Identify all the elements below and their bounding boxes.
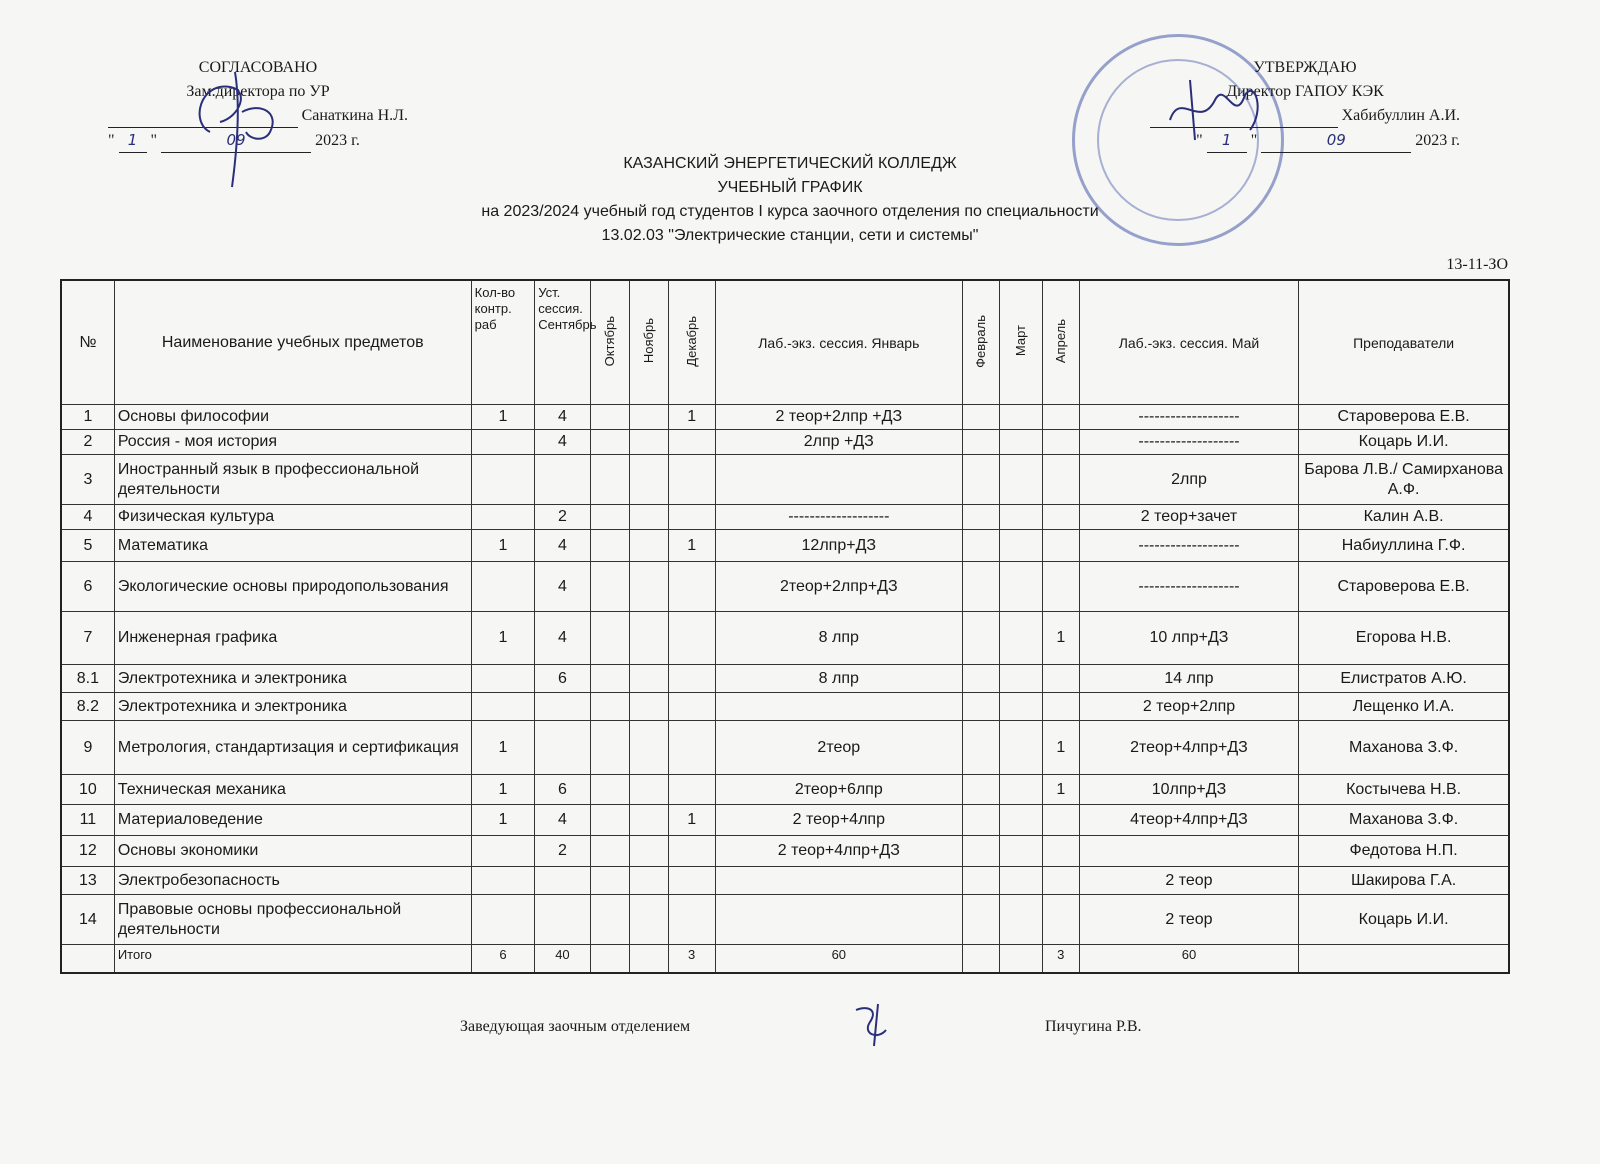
cell-may: 2 теор xyxy=(1079,867,1298,895)
cell-apr: 1 xyxy=(1042,721,1079,775)
cell-sep: 4 xyxy=(535,562,590,612)
cell-subject: Электротехника и электроника xyxy=(114,665,471,693)
cell-subject: Основы экономики xyxy=(114,836,471,867)
cell-subject: Метрология, стандартизация и сертификация xyxy=(114,721,471,775)
cell-teacher: Набиуллина Г.Ф. xyxy=(1299,530,1509,562)
cell-may: 10 лпр+ДЗ xyxy=(1079,612,1298,665)
cell-teacher: Староверова Е.В. xyxy=(1299,405,1509,430)
cell-jan: 2 теор+2лпр +ДЗ xyxy=(715,405,962,430)
cell-oct xyxy=(590,836,629,867)
cell-jan xyxy=(715,867,962,895)
cell-apr xyxy=(1042,805,1079,836)
cell-dec: 1 xyxy=(668,530,715,562)
header-november: Ноябрь xyxy=(629,280,668,405)
cell-tests xyxy=(471,505,535,530)
cell-nov xyxy=(629,430,668,455)
cell-num: 7 xyxy=(61,612,114,665)
cell-teacher: Шакирова Г.А. xyxy=(1299,867,1509,895)
cell-oct xyxy=(590,612,629,665)
footer-position: Заведующая заочным отделением xyxy=(460,1018,691,1035)
cell-feb xyxy=(962,530,999,562)
cell-nov xyxy=(629,721,668,775)
cell-teacher: Лещенко И.А. xyxy=(1299,693,1509,721)
cell-may: 2 теор+2лпр xyxy=(1079,693,1298,721)
cell-mar xyxy=(999,721,1042,775)
total-dec: 3 xyxy=(668,945,715,973)
cell-teacher: Федотова Н.П. xyxy=(1299,836,1509,867)
cell-sep: 2 xyxy=(535,505,590,530)
cell-may: 4теор+4лпр+ДЗ xyxy=(1079,805,1298,836)
cell-dec xyxy=(668,455,715,505)
cell-may: ------------------- xyxy=(1079,562,1298,612)
cell-mar xyxy=(999,405,1042,430)
cell-may: 2 теор+зачет xyxy=(1079,505,1298,530)
cell-feb xyxy=(962,867,999,895)
cell-apr xyxy=(1042,895,1079,945)
cell-tests: 1 xyxy=(471,405,535,430)
cell-jan xyxy=(715,693,962,721)
cell-subject: Физическая культура xyxy=(114,505,471,530)
cell-tests xyxy=(471,562,535,612)
cell-may: 2 теор xyxy=(1079,895,1298,945)
cell-num: 4 xyxy=(61,505,114,530)
approval-approved-heading: УТВЕРЖДАЮ xyxy=(1253,59,1357,76)
cell-dec xyxy=(668,562,715,612)
cell-may: ------------------- xyxy=(1079,430,1298,455)
cell-teacher: Маханова З.Ф. xyxy=(1299,721,1509,775)
cell-may xyxy=(1079,836,1298,867)
cell-mar xyxy=(999,562,1042,612)
total-empty xyxy=(61,945,114,973)
total-tests: 6 xyxy=(471,945,535,973)
cell-apr xyxy=(1042,836,1079,867)
cell-oct xyxy=(590,775,629,805)
cell-tests: 1 xyxy=(471,775,535,805)
cell-jan xyxy=(715,455,962,505)
total-empty xyxy=(962,945,999,973)
cell-feb xyxy=(962,665,999,693)
table-header-row xyxy=(61,280,1509,405)
date-day: 1 xyxy=(119,128,147,153)
cell-feb xyxy=(962,805,999,836)
cell-jan: 2теор+6лпр xyxy=(715,775,962,805)
cell-oct xyxy=(590,895,629,945)
cell-tests xyxy=(471,455,535,505)
total-empty xyxy=(629,945,668,973)
table-row xyxy=(61,530,1509,562)
cell-jan: 2теор+2лпр+ДЗ xyxy=(715,562,962,612)
header-subject: Наименование учебных предметов xyxy=(114,280,471,405)
document-title-block xyxy=(380,152,1200,248)
cell-dec: 1 xyxy=(668,405,715,430)
cell-dec xyxy=(668,775,715,805)
cell-apr xyxy=(1042,530,1079,562)
date-month: 09 xyxy=(1261,128,1411,153)
cell-mar xyxy=(999,867,1042,895)
table-row xyxy=(61,836,1509,867)
cell-subject: Россия - моя история xyxy=(114,430,471,455)
cell-sep xyxy=(535,455,590,505)
approval-approved-position: Директор ГАПОУ КЭК xyxy=(1226,83,1384,100)
date-year: 2023 г. xyxy=(1415,132,1460,149)
schedule-table xyxy=(60,279,1510,974)
cell-dec xyxy=(668,430,715,455)
cell-tests: 1 xyxy=(471,805,535,836)
cell-dec xyxy=(668,612,715,665)
cell-mar xyxy=(999,430,1042,455)
total-apr: 3 xyxy=(1042,945,1079,973)
cell-mar xyxy=(999,775,1042,805)
cell-subject: Электробезопасность xyxy=(114,867,471,895)
cell-sep xyxy=(535,693,590,721)
cell-jan: 2лпр +ДЗ xyxy=(715,430,962,455)
signature-line xyxy=(1150,110,1338,128)
cell-oct xyxy=(590,405,629,430)
cell-tests: 1 xyxy=(471,721,535,775)
header-january-session: Лаб.-экз. сессия. Январь xyxy=(715,280,962,405)
cell-tests xyxy=(471,867,535,895)
cell-feb xyxy=(962,405,999,430)
cell-apr xyxy=(1042,455,1079,505)
cell-feb xyxy=(962,612,999,665)
cell-subject: Правовые основы профессиональной деятельности xyxy=(114,895,471,945)
cell-mar xyxy=(999,693,1042,721)
cell-tests xyxy=(471,665,535,693)
cell-teacher: Коцарь И.И. xyxy=(1299,430,1509,455)
cell-oct xyxy=(590,455,629,505)
approval-agreed-position: Зам.директора по УР xyxy=(186,83,330,100)
table-row xyxy=(61,721,1509,775)
cell-num: 13 xyxy=(61,867,114,895)
cell-dec xyxy=(668,895,715,945)
header-december: Декабрь xyxy=(668,280,715,405)
cell-apr xyxy=(1042,505,1079,530)
cell-nov xyxy=(629,693,668,721)
cell-num: 9 xyxy=(61,721,114,775)
cell-subject: Иностранный язык в профессиональной деятельности xyxy=(114,455,471,505)
cell-oct xyxy=(590,721,629,775)
cell-dec xyxy=(668,836,715,867)
cell-sep: 4 xyxy=(535,530,590,562)
date-month: 09 xyxy=(161,128,311,153)
cell-nov xyxy=(629,455,668,505)
cell-jan: 8 лпр xyxy=(715,665,962,693)
cell-sep: 4 xyxy=(535,612,590,665)
date-day: 1 xyxy=(1207,128,1247,153)
cell-sep xyxy=(535,895,590,945)
total-sep: 40 xyxy=(535,945,590,973)
table-row xyxy=(61,612,1509,665)
cell-num: 8.2 xyxy=(61,693,114,721)
cell-feb xyxy=(962,505,999,530)
table-row xyxy=(61,405,1509,430)
cell-tests xyxy=(471,430,535,455)
signature-footer xyxy=(848,1000,898,1048)
cell-nov xyxy=(629,665,668,693)
specialty-name: 13.02.03 "Электрические станции, сети и системы" xyxy=(601,227,979,244)
cell-may: 2лпр xyxy=(1079,455,1298,505)
cell-feb xyxy=(962,895,999,945)
cell-oct xyxy=(590,505,629,530)
table-row xyxy=(61,430,1509,455)
cell-oct xyxy=(590,430,629,455)
approval-approved-block xyxy=(1150,56,1460,153)
cell-apr xyxy=(1042,430,1079,455)
cell-teacher: Барова Л.В./ Самирханова А.Ф. xyxy=(1299,455,1509,505)
cell-apr xyxy=(1042,693,1079,721)
header-num: № xyxy=(61,280,114,405)
header-march: Март xyxy=(999,280,1042,405)
cell-subject: Инженерная графика xyxy=(114,612,471,665)
table-row xyxy=(61,455,1509,505)
cell-dec xyxy=(668,505,715,530)
table-row xyxy=(61,562,1509,612)
cell-may: 2теор+4лпр+ДЗ xyxy=(1079,721,1298,775)
cell-dec xyxy=(668,721,715,775)
cell-num: 14 xyxy=(61,895,114,945)
cell-nov xyxy=(629,612,668,665)
cell-oct xyxy=(590,867,629,895)
cell-apr xyxy=(1042,665,1079,693)
header-may-session: Лаб.-экз. сессия. Май xyxy=(1079,280,1298,405)
header-february: Февраль xyxy=(962,280,999,405)
cell-nov xyxy=(629,895,668,945)
cell-sep: 4 xyxy=(535,405,590,430)
cell-feb xyxy=(962,721,999,775)
header-tests: Кол-во контр. раб xyxy=(471,280,535,405)
cell-subject: Математика xyxy=(114,530,471,562)
cell-apr xyxy=(1042,562,1079,612)
cell-num: 2 xyxy=(61,430,114,455)
cell-apr: 1 xyxy=(1042,775,1079,805)
cell-mar xyxy=(999,836,1042,867)
cell-jan: 2теор xyxy=(715,721,962,775)
cell-apr xyxy=(1042,867,1079,895)
cell-feb xyxy=(962,430,999,455)
cell-nov xyxy=(629,530,668,562)
date-year: 2023 г. xyxy=(315,132,360,149)
total-empty xyxy=(999,945,1042,973)
cell-sep: 4 xyxy=(535,805,590,836)
table-row xyxy=(61,895,1509,945)
footer-name: Пичугина Р.В. xyxy=(1045,1018,1142,1035)
cell-mar xyxy=(999,530,1042,562)
cell-mar xyxy=(999,455,1042,505)
cell-sep xyxy=(535,867,590,895)
cell-teacher: Коцарь И.И. xyxy=(1299,895,1509,945)
approval-approved-name: Хабибуллин А.И. xyxy=(1341,107,1460,124)
header-october: Октябрь xyxy=(590,280,629,405)
group-code: 13-11-ЗО xyxy=(1446,256,1508,273)
cell-num: 6 xyxy=(61,562,114,612)
cell-num: 5 xyxy=(61,530,114,562)
signature-line xyxy=(108,110,298,128)
cell-num: 1 xyxy=(61,405,114,430)
cell-dec xyxy=(668,867,715,895)
header-install-session: Уст. сессия. Сентябрь xyxy=(535,280,590,405)
college-name: КАЗАНСКИЙ ЭНЕРГЕТИЧЕСКИЙ КОЛЛЕДЖ xyxy=(623,155,957,172)
cell-nov xyxy=(629,867,668,895)
cell-nov xyxy=(629,775,668,805)
cell-sep: 6 xyxy=(535,665,590,693)
cell-nov xyxy=(629,562,668,612)
table-row xyxy=(61,505,1509,530)
total-may: 60 xyxy=(1079,945,1298,973)
total-empty xyxy=(1299,945,1509,973)
table-row xyxy=(61,665,1509,693)
total-label: Итого xyxy=(114,945,471,973)
cell-nov xyxy=(629,805,668,836)
cell-num: 8.1 xyxy=(61,665,114,693)
cell-jan: 2 теор+4лпр+ДЗ xyxy=(715,836,962,867)
cell-apr: 1 xyxy=(1042,612,1079,665)
cell-feb xyxy=(962,693,999,721)
cell-dec: 1 xyxy=(668,805,715,836)
cell-num: 10 xyxy=(61,775,114,805)
cell-num: 3 xyxy=(61,455,114,505)
cell-teacher: Егорова Н.В. xyxy=(1299,612,1509,665)
cell-tests xyxy=(471,693,535,721)
cell-teacher: Елистратов А.Ю. xyxy=(1299,665,1509,693)
cell-tests: 1 xyxy=(471,530,535,562)
cell-tests xyxy=(471,836,535,867)
cell-nov xyxy=(629,836,668,867)
cell-feb xyxy=(962,455,999,505)
document-subtitle: на 2023/2024 учебный год студентов I курса заочного отделения по специальности xyxy=(481,203,1099,220)
approval-agreed-name: Санаткина Н.Л. xyxy=(301,107,408,124)
cell-oct xyxy=(590,530,629,562)
cell-tests xyxy=(471,895,535,945)
table-row xyxy=(61,693,1509,721)
cell-mar xyxy=(999,805,1042,836)
total-empty xyxy=(590,945,629,973)
cell-sep: 2 xyxy=(535,836,590,867)
cell-mar xyxy=(999,505,1042,530)
cell-jan: 8 лпр xyxy=(715,612,962,665)
cell-may: ------------------- xyxy=(1079,405,1298,430)
cell-oct xyxy=(590,665,629,693)
cell-oct xyxy=(590,805,629,836)
cell-nov xyxy=(629,505,668,530)
total-jan: 60 xyxy=(715,945,962,973)
cell-oct xyxy=(590,693,629,721)
cell-may: ------------------- xyxy=(1079,530,1298,562)
cell-mar xyxy=(999,895,1042,945)
cell-num: 11 xyxy=(61,805,114,836)
cell-feb xyxy=(962,836,999,867)
document-title: УЧЕБНЫЙ ГРАФИК xyxy=(717,179,863,196)
approval-agreed-date: " 1 " 09 2023 г. xyxy=(108,128,408,153)
cell-subject: Экологические основы природопользования xyxy=(114,562,471,612)
approval-agreed-heading: СОГЛАСОВАНО xyxy=(198,59,318,76)
cell-feb xyxy=(962,562,999,612)
cell-teacher: Костычева Н.В. xyxy=(1299,775,1509,805)
cell-may: 14 лпр xyxy=(1079,665,1298,693)
table-row xyxy=(61,775,1509,805)
cell-subject: Основы философии xyxy=(114,405,471,430)
cell-jan: 2 теор+4лпр xyxy=(715,805,962,836)
cell-jan: 12лпр+ДЗ xyxy=(715,530,962,562)
cell-sep xyxy=(535,721,590,775)
cell-dec xyxy=(668,665,715,693)
cell-num: 12 xyxy=(61,836,114,867)
cell-teacher: Староверова Е.В. xyxy=(1299,562,1509,612)
table-row xyxy=(61,805,1509,836)
approval-approved-date: " 1 " 09 2023 г. xyxy=(1150,128,1460,153)
cell-teacher: Маханова З.Ф. xyxy=(1299,805,1509,836)
cell-subject: Электротехника и электроника xyxy=(114,693,471,721)
cell-jan: ------------------- xyxy=(715,505,962,530)
cell-subject: Материаловедение xyxy=(114,805,471,836)
table-total-row xyxy=(61,945,1509,973)
cell-sep: 4 xyxy=(535,430,590,455)
cell-oct xyxy=(590,562,629,612)
cell-may: 10лпр+ДЗ xyxy=(1079,775,1298,805)
cell-mar xyxy=(999,612,1042,665)
cell-nov xyxy=(629,405,668,430)
header-teachers: Преподаватели xyxy=(1299,280,1509,405)
cell-sep: 6 xyxy=(535,775,590,805)
cell-subject: Техническая механика xyxy=(114,775,471,805)
cell-dec xyxy=(668,693,715,721)
cell-mar xyxy=(999,665,1042,693)
cell-apr xyxy=(1042,405,1079,430)
cell-teacher: Калин А.В. xyxy=(1299,505,1509,530)
cell-feb xyxy=(962,775,999,805)
cell-tests: 1 xyxy=(471,612,535,665)
table-row xyxy=(61,867,1509,895)
cell-jan xyxy=(715,895,962,945)
header-april: Апрель xyxy=(1042,280,1079,405)
approval-agreed-block xyxy=(108,56,408,153)
